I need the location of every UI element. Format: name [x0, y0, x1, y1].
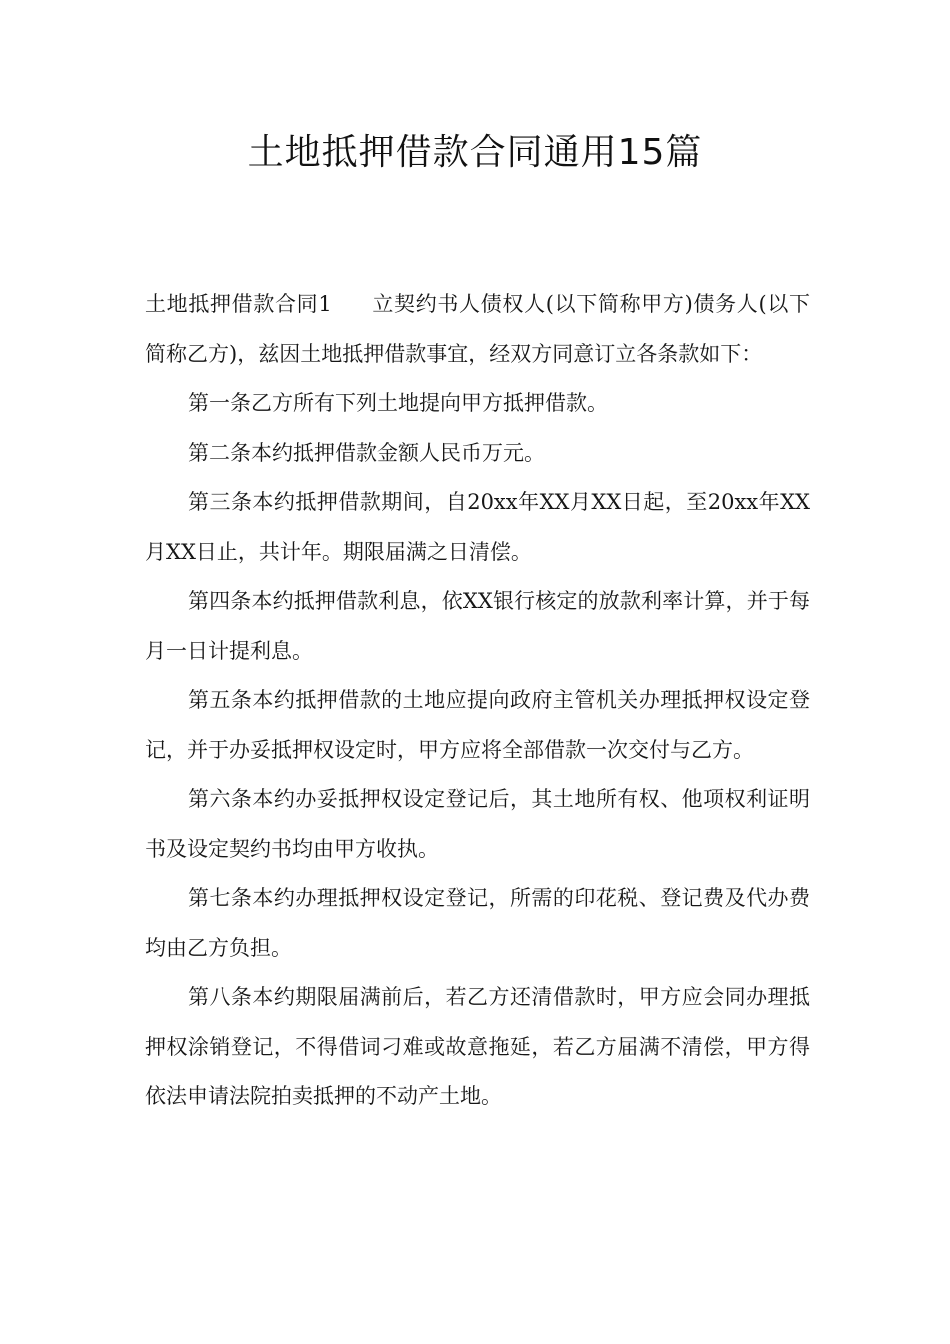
article-6: 第六条本约办妥抵押权设定登记后，其土地所有权、他项权利证明书及设定契约书均由甲方收执。 [145, 787, 810, 861]
article-5: 第五条本约抵押借款的土地应提向政府主管机关办理抵押权设定登记，并于办妥抵押权设定时，甲方应将全部借款一次交付与乙方。 [145, 688, 810, 762]
intro-text: 立契约书人债权人(以下简称甲方)债务人(以下简称乙方)，兹因土地抵押借款事宜，经双方同意订立各条款如下： [145, 292, 810, 366]
article-7: 第七条本约办理抵押权设定登记，所需的印花税、登记费及代办费均由乙方负担。 [145, 886, 810, 960]
document-body [145, 280, 810, 1122]
intro-paragraph [145, 280, 810, 379]
article-8: 第八条本约期限届满前后，若乙方还清借款时，甲方应会同办理抵押权涂销登记，不得借词刁难或故意拖延，若乙方届满不清偿，甲方得依法申请法院拍卖抵押的不动产土地。 [145, 985, 810, 1108]
contract-heading: 土地抵押借款合同1 [145, 292, 332, 316]
article-2: 第二条本约抵押借款金额人民币万元。 [188, 440, 545, 465]
article-1: 第一条乙方所有下列土地提向甲方抵押借款。 [188, 391, 608, 415]
document-title: 土地抵押借款合同通用15篇 [247, 132, 703, 173]
article-3: 第三条本约抵押借款期间，自20xx年XX月XX日起，至20xx年XX月XX日止，共计年。期限届满之日清偿。 [145, 490, 810, 564]
article-4: 第四条本约抵押借款利息，依XX银行核定的放款利率计算，并于每月一日计提利息。 [145, 589, 810, 663]
